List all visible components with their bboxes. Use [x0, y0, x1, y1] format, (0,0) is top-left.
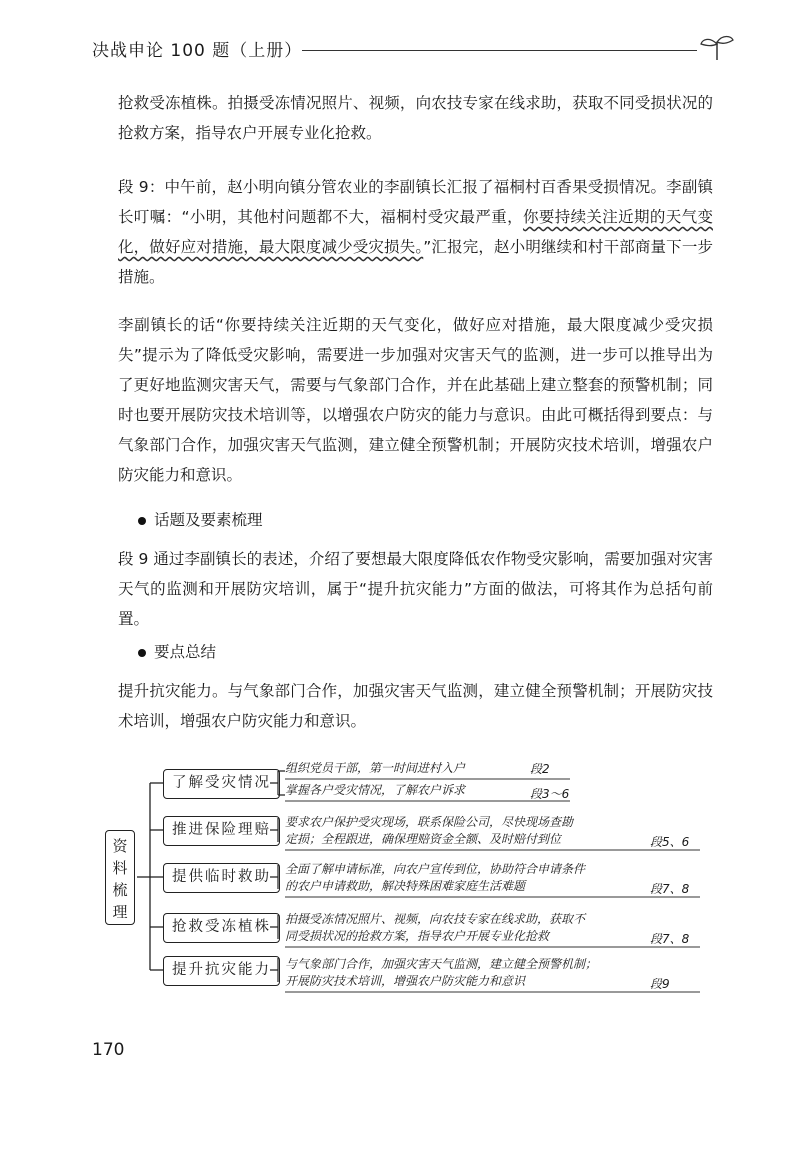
bullet-label: 要点总结 [154, 643, 217, 661]
branch-rescue-plants: 抢救受冻植株 [163, 913, 280, 943]
section-ref: 段2 [530, 762, 550, 776]
root-char: 料 [112, 859, 128, 877]
page-number: 170 [92, 1040, 125, 1060]
bullet-dot-icon [138, 649, 146, 657]
section-ref: 段7、8 [650, 882, 690, 896]
detail-line: 全面了解申请标准，向农户宣传到位，协助符合申请条件 [285, 862, 586, 876]
material-mindmap [100, 755, 710, 1005]
book-title: 决战申论 100 题（上册） [92, 41, 303, 61]
branch-insurance-claims: 推进保险理赔 [163, 816, 280, 846]
detail-line: 掌握各户受灾情况，了解农户诉求 [285, 783, 466, 797]
detail-line: 要求农户保护受灾现场，联系保险公司，尽快现场查勘 [285, 815, 574, 829]
paragraph-section-9-start: 段 9：中午前，赵小明向镇分管农业的李副镇长汇报了福桐村百香果受损情况。李副镇长叮嘱：“小明，其他村问题都不大，福桐村受灾最严重， [118, 178, 713, 226]
branch-understand-disaster: 了解受灾情况 [163, 769, 280, 799]
header-rule [302, 50, 697, 51]
section-ref: 段5、6 [650, 835, 690, 849]
detail-line: 与气象部门合作，加强灾害天气监测，建立健全预警机制； [285, 957, 598, 971]
paragraph-section-9-end: ”汇报完，赵小明继续和村干部商量下一步措施。 [118, 238, 713, 286]
mindmap-root [105, 830, 135, 925]
bullet-topic-elements [138, 506, 263, 534]
root-char: 梳 [112, 881, 128, 899]
sprout-icon [697, 32, 737, 62]
bullet-dot-icon [138, 517, 146, 525]
detail-line: 定损；全程跟进，确保理赔资金全额、及时赔付到位 [285, 832, 562, 846]
paragraph-section-9 [118, 172, 713, 292]
root-char: 资 [112, 837, 128, 855]
branch-temporary-relief: 提供临时救助 [163, 863, 280, 893]
detail-line: 组织党员干部，第一时间进村入户 [285, 761, 466, 775]
paragraph-rescue: 抢救受冻植株。拍摄受冻情况照片、视频，向农技专家在线求助，获取不同受损状况的抢救方案，指导农户开展专业化抢救。 [118, 94, 713, 142]
detail-line: 开展防灾技术培训，增强农户防灾能力和意识 [285, 974, 526, 988]
paragraph-analysis: 李副镇长的话“你要持续关注近期的天气变化，做好应对措施，最大限度减少受灾损失”提示为了降低受灾影响，需要进一步加强对灾害天气的监测，进一步可以推导出为了更好地监测灾害天气，需要与气象部门合作，并在此基础上建立整套的预警机制；同时也要开展防灾技术培训等，以增强农户防灾的能力与意识。由此可概括得到要点：与气象部门合作，加强灾害天气监测，建立健全预警机制；开展防灾技术培训，增强农户防灾能力和意识。 [118, 316, 713, 484]
wavy-underlined-quote: 你要持续关注近期的天气变化，做好应对措施，最大限度减少受灾损失。 [118, 208, 713, 256]
branch-improve-resilience: 提升抗灾能力 [163, 956, 280, 986]
bullet-label: 话题及要素梳理 [154, 511, 263, 529]
running-header [92, 32, 732, 62]
paragraph-key-points: 提升抗灾能力。与气象部门合作，加强灾害天气监测，建立健全预警机制；开展防灾技术培训，增强农户防灾能力和意识。 [118, 682, 713, 730]
section-ref: 段9 [650, 977, 670, 991]
section-ref: 段7、8 [650, 932, 690, 946]
bullet-key-points [138, 638, 216, 666]
root-char: 理 [112, 903, 128, 921]
section-ref: 段3～6 [530, 787, 570, 801]
detail-line: 的农户申请救助，解决特殊困难家庭生活难题 [285, 879, 526, 893]
detail-line: 拍摄受冻情况照片、视频，向农技专家在线求助，获取不 [285, 912, 586, 926]
detail-line: 同受损状况的抢救方案，指导农户开展专业化抢救 [285, 929, 550, 943]
paragraph-topic-elements: 段 9 通过李副镇长的表述，介绍了要想最大限度降低农作物受灾影响，需要加强对灾害天气的监测和开展防灾培训，属于“提升抗灾能力”方面的做法，可将其作为总括句前置。 [118, 550, 713, 628]
